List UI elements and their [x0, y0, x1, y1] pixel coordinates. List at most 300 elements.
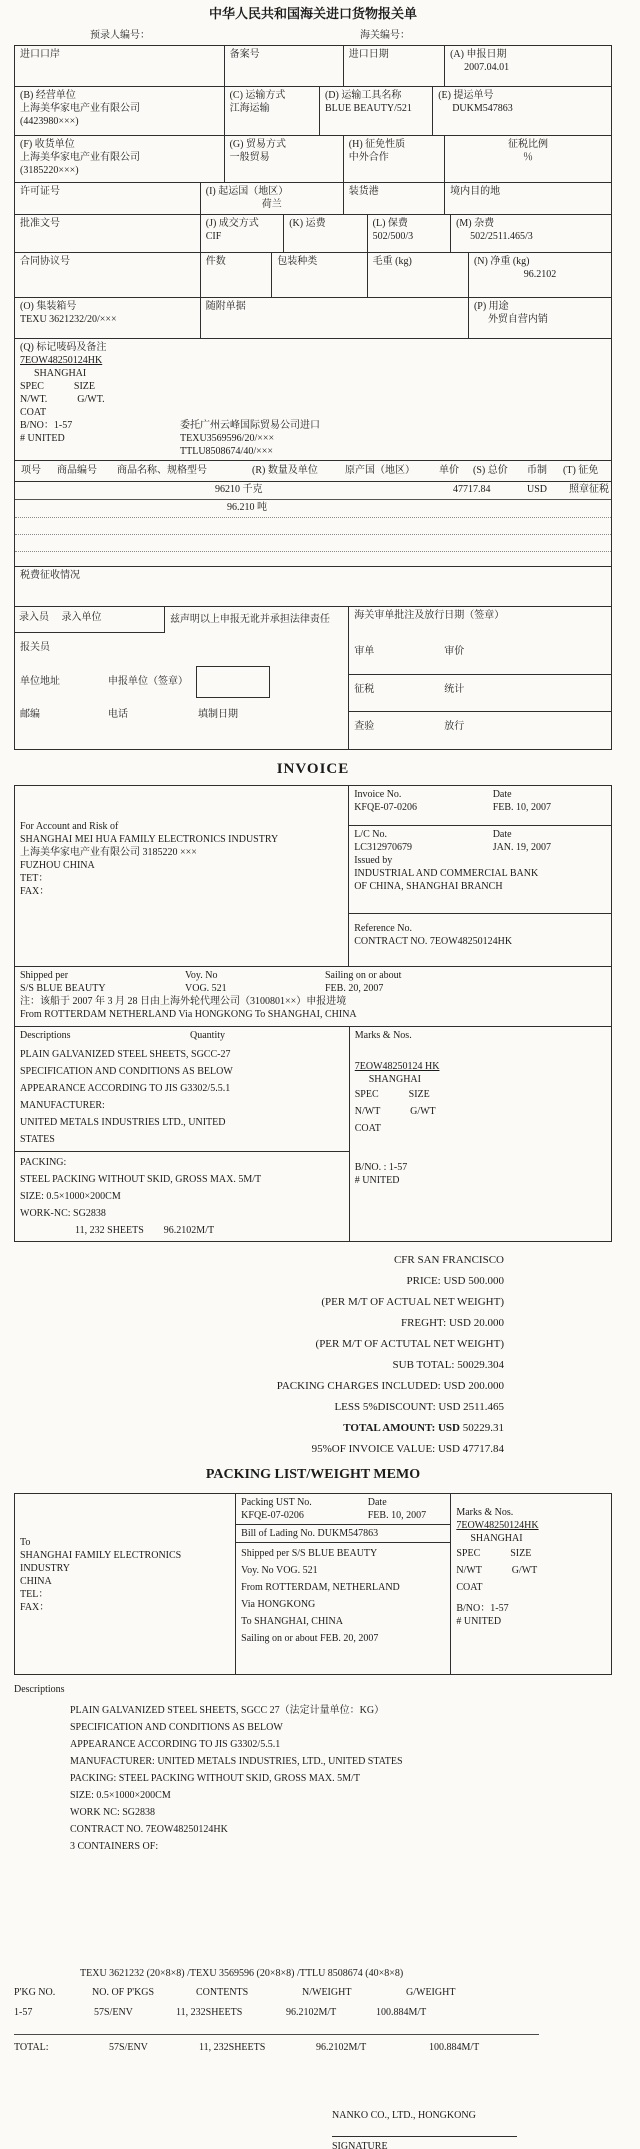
invoice-meta	[348, 786, 611, 966]
marks-bno: B/NO：1-57	[20, 419, 73, 431]
lc-values	[354, 841, 606, 854]
gross-weight-label: 毛重 (kg)	[372, 255, 412, 267]
total-contents: 11, 232SHEETS	[199, 2041, 266, 2053]
inv-desc-3: APPEARANCE ACCORDING TO JIS G3302/5.5.1	[20, 1083, 231, 1095]
col-item-no: 项号	[21, 464, 41, 476]
zip-tel-row	[15, 706, 348, 723]
fill-date-label: 填制日期	[198, 708, 238, 720]
gross-weight-cell	[367, 253, 468, 297]
packing-no-values	[241, 1509, 445, 1522]
pack-marks-coat: COAT	[456, 1581, 483, 1593]
packing-description-block	[70, 1702, 612, 1855]
review-row	[349, 637, 611, 675]
lc-labels	[354, 828, 606, 841]
inv-desc-6: STATES	[20, 1134, 55, 1146]
pack-type-cell	[271, 253, 366, 297]
destination-label: 境内目的地	[450, 185, 501, 197]
total-label: TOTAL:	[14, 2041, 49, 2053]
operator-cell	[15, 87, 224, 135]
license-label: 许可证号	[20, 185, 60, 197]
import-port-cell	[15, 46, 224, 86]
summary-total-value: 50229.31	[460, 1422, 504, 1435]
inspect-row	[349, 712, 611, 749]
issued-by-label: Issued by	[354, 855, 393, 867]
bill-to-line2: SHANGHAI MEI HUA FAMILY ELECTRONICS INDUSTRY	[20, 834, 279, 846]
col-levy-mode: (T) 征免	[563, 464, 599, 476]
pl-desc-9: 3 CONTAINERS OF:	[70, 1840, 159, 1852]
marks-spec-size: SPEC SIZE	[20, 380, 96, 392]
levy-nature-value: 中外合作	[348, 151, 389, 163]
insurance-label: (L) 保费	[372, 217, 408, 229]
goods-row-1	[15, 481, 611, 499]
customs-row-2	[15, 86, 611, 135]
goods-row1-qty: 96210 千克	[215, 483, 263, 495]
signature-label: SIGNATURE	[332, 2140, 388, 2149]
goods-row1-currency: USD	[527, 483, 548, 495]
summary-invoice-value: 95%OF INVOICE VALUE: USD 47717.84	[311, 1443, 504, 1456]
marks-nwt-gwt: N/WT. G/WT.	[20, 393, 105, 405]
packing-list-no-label: Packing UST No.	[241, 1496, 312, 1508]
inv-marks-bno: B/NO. : 1-57	[354, 1162, 408, 1174]
invoice-summary	[14, 1250, 612, 1460]
terms-cell	[200, 215, 283, 252]
origin-country-label: (I) 起运国（地区）	[205, 185, 289, 197]
consignee-name: 上海美华家电产业有限公司	[20, 151, 140, 163]
route-line: From ROTTERDAM NETHERLAND Via HONGKONG To SHANGHAI, CHINA	[20, 1009, 357, 1021]
reference-label: Reference No.	[354, 923, 412, 935]
signature-company: NANKO CO., LTD., HONGKONG	[332, 2109, 476, 2121]
packing-date-label: Date	[367, 1496, 387, 1508]
col-origin: 原产国（地区）	[345, 464, 415, 476]
release-label: 放行	[444, 721, 465, 733]
inv-marks-contract: 7EOW48250124 HK	[354, 1061, 440, 1073]
misc-fees-cell	[450, 215, 611, 252]
pl-desc-6: SIZE: 0.5×1000×200CM	[70, 1789, 171, 1801]
ship-row	[15, 966, 611, 1026]
operator-label: (B) 经营单位	[20, 89, 76, 101]
packing-descriptions-label: Descriptions	[14, 1683, 65, 1695]
pack-marks-spec: SPEC SIZE	[456, 1547, 532, 1559]
bill-to-line5: TET：	[20, 873, 49, 885]
declare-unit-label: 申报单位（签章）	[108, 676, 188, 688]
marks-united: # UNITED	[20, 432, 65, 444]
pl-desc-4: MANUFACTURER: UNITED METALS INDUSTRIES, LTD., UNITED STATES	[70, 1755, 403, 1767]
packing-list-no-value: KFQE-07-0206	[241, 1509, 304, 1521]
total-g-weight: 100.884M/T	[429, 2041, 480, 2053]
declare-date-cell	[444, 46, 611, 86]
tel-label: 电话	[108, 708, 128, 720]
goods-empty-row	[15, 518, 611, 535]
contract-no-cell	[15, 253, 200, 297]
weight-table-divider	[14, 2034, 539, 2035]
inv-pack-3: SIZE: 0.5×1000×200CM	[20, 1191, 121, 1203]
transport-mode-label: (C) 运输方式	[229, 89, 286, 101]
inv-desc-4: MANUFACTURER:	[20, 1100, 105, 1112]
voy-no-label: Voy. No	[185, 970, 218, 982]
col-qty-unit: (R) 数量及单位	[252, 464, 318, 476]
sailing-value: FEB. 20, 2007	[325, 983, 384, 995]
terms-value: CIF	[205, 230, 222, 242]
marks-container3-row	[20, 445, 606, 458]
packing-meta-cell	[235, 1494, 450, 1674]
misc-fees-value: 502/2511.465/3	[470, 230, 533, 242]
row-n-weight: 96.2102M/T	[286, 2006, 337, 2018]
terms-label: (J) 成交方式	[205, 217, 259, 229]
approval-no-label: 批准文号	[20, 217, 60, 229]
customs-endorsement	[348, 607, 611, 749]
broker-label: 报关员	[20, 641, 50, 653]
col-total-price: (S) 总价	[473, 464, 508, 476]
reference-cell	[349, 914, 611, 966]
goods-row1-total: 47717.84	[453, 483, 491, 495]
g-weight-header: G/WEIGHT	[406, 1986, 456, 1998]
appraise-label: 审价	[444, 645, 465, 657]
record-no-label: 备案号	[229, 48, 260, 60]
pack-marks-bno: B/NO：1-57	[456, 1602, 509, 1614]
tax-ratio-label: 征税比例	[508, 138, 549, 150]
attached-docs-cell	[200, 298, 468, 338]
freight-cell	[283, 215, 366, 252]
bill-to-line3: 上海美华家电产业有限公司 3185220 ×××	[20, 847, 197, 859]
net-weight-label: (N) 净重 (kg)	[473, 255, 530, 267]
marks-united-row	[20, 432, 606, 445]
col-currency: 币制	[527, 464, 547, 476]
levy-nature-cell	[343, 136, 444, 182]
packing-ship-cell	[236, 1543, 450, 1674]
invoice-description-block	[15, 1044, 349, 1152]
inv-pack-2: STEEL PACKING WITHOUT SKID, GROSS MAX. 5M/T	[20, 1174, 262, 1186]
customs-notes-label: 海关审单批注及放行日期（签章）	[354, 609, 505, 621]
customs-row-3	[15, 135, 611, 182]
pack-to-2: SHANGHAI FAMILY ELECTRONICS	[20, 1549, 182, 1561]
trade-mode-cell	[224, 136, 343, 182]
entry-clerk-label: 录入员	[19, 611, 49, 623]
invoice-no-value: KFQE-07-0206	[354, 802, 417, 814]
loading-port-label: 装货港	[348, 185, 379, 197]
customs-form-title: 中华人民共和国海关进口货物报关单	[208, 6, 417, 21]
transport-mode-cell	[224, 87, 319, 135]
approval-no-cell	[15, 215, 200, 252]
invoice-heading: INVOICE	[276, 760, 350, 777]
invoice-packing-block	[15, 1152, 349, 1241]
pack-marks-united: # UNITED	[456, 1615, 502, 1627]
summary-freight: FREGHT: USD 20.000	[400, 1317, 504, 1330]
declaration-left	[15, 607, 348, 749]
pack-to-1: To	[20, 1536, 31, 1548]
invoice-no-label: Invoice No.	[354, 789, 402, 801]
reference-value: CONTRACT NO. 7EOW48250124HK	[354, 936, 513, 948]
loading-port-cell	[343, 183, 444, 214]
stats-label: 统计	[444, 683, 465, 695]
tax-collection-cell	[15, 566, 611, 606]
bl-no-cell	[432, 87, 611, 135]
marks-container3: TTLU8508674/40/×××	[180, 445, 274, 457]
signature-line	[332, 2122, 517, 2137]
bl-no-label: (E) 提运单号	[438, 89, 494, 101]
n-weight-header: N/WEIGHT	[302, 1986, 352, 1998]
row-contents: 11, 232SHEETS	[176, 2006, 243, 2018]
customs-row-1	[15, 46, 611, 86]
shipped-per-label: Shipped per	[20, 970, 69, 982]
pl-desc-7: WORK NC: SG2838	[70, 1806, 156, 1818]
lc-date-value: JAN. 19, 2007	[492, 842, 552, 854]
goods-table-header	[15, 460, 611, 481]
pack-to-6: FAX：	[20, 1601, 50, 1613]
goods-row-2	[15, 499, 611, 518]
marks-spacer	[20, 445, 180, 458]
declare-date-label: (A) 申报日期	[450, 48, 507, 60]
pl-desc-1: PLAIN GALVANIZED STEEL SHEETS, SGCC 27（法定计量单位：KG）	[70, 1704, 385, 1716]
review-label: 审单	[354, 645, 375, 657]
pack-voy: Voy. No VOG. 521	[241, 1564, 318, 1576]
col-commodity-code: 商品编号	[57, 464, 97, 476]
container-no-value: TEXU 3621232/20/×××	[20, 313, 117, 325]
import-date-cell	[343, 46, 444, 86]
customs-row-5	[15, 214, 611, 252]
usage-value: 外贸自营内销	[487, 313, 548, 325]
goods-row1-levy: 照章征税	[569, 483, 609, 495]
contents-header: CONTENTS	[196, 1986, 249, 1998]
pack-to-5: TEL：	[20, 1588, 49, 1600]
ship-values	[20, 982, 606, 995]
row-no-of-pkgs: 57S/ENV	[94, 2006, 133, 2018]
pack-marks-nwt: N/WT G/WT	[456, 1564, 538, 1576]
goods-empty-row	[15, 535, 611, 552]
marks-city: SHANGHAI	[34, 367, 87, 379]
marks-agent-note: 委托广州云峰国际贸易公司进口	[180, 419, 320, 431]
pl-desc-5: PACKING: STEEL PACKING WITHOUT SKID, GROSS MAX. 5M/T	[70, 1772, 360, 1784]
lc-no-value: LC312970679	[354, 842, 412, 854]
pack-to-4: CHINA	[20, 1575, 52, 1587]
pack-type-label: 包装种类	[277, 255, 318, 267]
summary-discount: LESS 5%DISCOUNT: USD 2511.465	[334, 1401, 504, 1414]
entry-clerk-box	[15, 607, 165, 633]
no-of-pkgs-header: NO. OF P'KGS	[92, 1986, 155, 1998]
packing-no-labels	[241, 1496, 445, 1509]
trade-mode-label: (G) 贸易方式	[229, 138, 286, 150]
import-port-label: 进口口岸	[20, 48, 60, 60]
levy-label: 征税	[354, 683, 375, 695]
pack-sailing: Sailing on or about FEB. 20, 2007	[241, 1632, 379, 1644]
lc-cell	[349, 826, 611, 914]
customs-declaration-table	[14, 45, 612, 750]
pack-to-3: INDUSTRY	[20, 1562, 71, 1574]
packing-bl-cell: Bill of Lading No. DUKM547863	[236, 1525, 450, 1543]
invoice-marks-header: Marks & Nos.	[354, 1030, 412, 1042]
pack-via: Via HONGKONG	[241, 1598, 316, 1610]
pack-marks-contract: 7EOW48250124HK	[456, 1519, 539, 1531]
packing-marks-cell	[450, 1494, 611, 1674]
invoice-goods-row	[15, 1026, 611, 1241]
inv-desc-2: SPECIFICATION AND CONDITIONS AS BELOW	[20, 1066, 233, 1078]
pl-desc-8: CONTRACT NO. 7EOW48250124HK	[70, 1823, 228, 1835]
packing-date-value: FEB. 10, 2007	[367, 1509, 427, 1521]
bill-to-cell	[15, 786, 348, 966]
declaration-footer	[15, 606, 611, 749]
packing-marks-header: Marks & Nos.	[456, 1506, 514, 1518]
zip-label: 邮编	[20, 708, 40, 720]
pkg-no-header: P'KG NO.	[14, 1986, 56, 1998]
invoice-head-row	[15, 786, 611, 966]
shipped-per-value: S/S BLUE BEAUTY	[20, 983, 106, 995]
goods-empty-row	[15, 552, 611, 566]
freight-label: (K) 运费	[289, 217, 326, 229]
marks-container2: TEXU3569596/20/×××	[180, 432, 275, 444]
issued-by-line1: INDUSTRIAL AND COMMERCIAL BANK	[354, 868, 539, 880]
pl-desc-3: APPEARANCE ACCORDING TO JIS G3302/5.5.1	[70, 1738, 281, 1750]
origin-country-value: 荷兰	[261, 198, 282, 210]
summary-per-mt-2: (PER M/T OF ACTUTAL NET WEIGHT)	[315, 1338, 504, 1351]
marks-remarks-cell	[15, 338, 611, 460]
vessel-cell	[319, 87, 432, 135]
pre-entry-no-label: 预录人编号：	[90, 29, 150, 41]
tax-ratio-cell	[444, 136, 611, 182]
inv-pack-4: WORK-NC: SG2838	[20, 1208, 106, 1220]
net-weight-value: 96.2102	[523, 268, 557, 280]
declare-unit-stamp-box	[196, 666, 270, 698]
summary-per-mt-1: (PER M/T OF ACTUAL NET WEIGHT)	[321, 1296, 504, 1309]
row-g-weight: 100.884M/T	[376, 2006, 427, 2018]
pack-to-dest: To SHANGHAI, CHINA	[241, 1615, 343, 1627]
levy-nature-label: (H) 征免性质	[348, 138, 406, 150]
insurance-cell	[367, 215, 450, 252]
pl-desc-2: SPECIFICATION AND CONDITIONS AS BELOW	[70, 1721, 283, 1733]
insurance-value: 502/500/3	[372, 230, 414, 242]
sailing-label: Sailing on or about	[325, 970, 402, 982]
weight-table-total-row	[14, 2041, 612, 2061]
tax-collection-label: 税费征收情况	[20, 569, 80, 581]
invoice-table	[14, 785, 612, 1242]
customs-no-label: 海关编号：	[360, 29, 410, 41]
customs-row-4	[15, 182, 611, 214]
invoice-no-values	[354, 801, 606, 814]
voy-no-value: VOG. 521	[185, 983, 227, 995]
import-date-label: 进口日期	[348, 48, 389, 60]
operator-code: (4423980×××)	[20, 115, 79, 127]
container-no-label: (O) 集装箱号	[20, 300, 77, 312]
summary-total	[14, 1418, 504, 1439]
customs-top-labels	[14, 27, 612, 45]
inv-marks-city: SHANGHAI	[368, 1074, 421, 1086]
pack-shipped: Shipped per S/S BLUE BEAUTY	[241, 1547, 378, 1559]
total-no-of-pkgs: 57S/ENV	[109, 2041, 148, 2053]
pieces-label: 件数	[205, 255, 226, 267]
address-row	[15, 664, 348, 700]
record-no-cell	[224, 46, 343, 86]
quantity-header: Quantity	[190, 1030, 225, 1042]
net-weight-cell	[468, 253, 611, 297]
packing-no-cell	[236, 1494, 450, 1525]
customs-row-7	[15, 297, 611, 338]
weight-table-row	[14, 2006, 612, 2026]
signature-block	[332, 2109, 612, 2149]
marks-contract-no: 7EOW48250124HK	[20, 354, 103, 366]
levy-row	[349, 675, 611, 713]
usage-label: (P) 用途	[473, 300, 509, 312]
tax-ratio-value: ％	[523, 151, 534, 163]
operator-name: 上海美华家电产业有限公司	[20, 102, 140, 114]
bill-to-line4: FUZHOU CHINA	[20, 860, 95, 872]
vessel-label: (D) 运输工具名称	[324, 89, 402, 101]
trade-mode-value: 一般贸易	[229, 151, 270, 163]
declare-date-value: 2007.04.01	[464, 61, 510, 73]
weight-table-header	[14, 1986, 612, 2006]
invoice-date-label: Date	[492, 789, 512, 801]
bill-to-line6: FAX：	[20, 886, 50, 898]
ship-labels	[20, 969, 606, 982]
issued-by-line2: OF CHINA, SHANGHAI BRANCH	[354, 881, 503, 893]
unit-address-label: 单位地址	[20, 676, 60, 688]
inspect-label: 查验	[354, 721, 375, 733]
entry-unit-label: 录入单位	[61, 611, 102, 623]
summary-total-label: TOTAL AMOUNT: USD	[343, 1422, 460, 1435]
consignee-label: (F) 收货单位	[20, 138, 75, 150]
descriptions-header: Descriptions	[20, 1030, 71, 1042]
declaration-statement: 兹声明以上申报无讹并承担法律责任	[169, 613, 330, 625]
summary-cfr: CFR SAN FRANCISCO	[393, 1254, 504, 1267]
summary-packing-charges: PACKING CHARGES INCLUDED: USD 200.000	[276, 1380, 504, 1393]
origin-country-cell	[200, 183, 343, 214]
pack-marks-city: SHANGHAI	[470, 1532, 523, 1544]
bl-no-value: DUKM547863	[452, 102, 513, 114]
col-commodity-name: 商品名称、规格型号	[117, 464, 207, 476]
marks-coat: COAT	[20, 406, 47, 418]
summary-price: PRICE: USD 500.000	[406, 1275, 504, 1288]
invoice-no-labels	[354, 788, 606, 801]
license-cell	[15, 183, 200, 214]
customs-row-6	[15, 252, 611, 297]
col-unit-price: 单价	[439, 464, 459, 476]
usage-cell	[468, 298, 611, 338]
bill-to-line1: For Account and Risk of	[20, 821, 119, 833]
inv-desc-5: UNITED METALS INDUSTRIES LTD., UNITED	[20, 1117, 226, 1129]
invoice-marks-cell	[349, 1027, 611, 1241]
pieces-cell	[200, 253, 272, 297]
invoice-date-value: FEB. 10, 2007	[492, 802, 552, 814]
packing-list-heading: PACKING LIST/WEIGHT MEMO	[205, 1467, 421, 1483]
transport-mode-value: 江海运输	[229, 102, 270, 114]
entry-clerk-row	[15, 607, 348, 633]
destination-cell	[444, 183, 611, 214]
summary-subtotal: SUB TOTAL: 50029.304	[392, 1359, 504, 1372]
lc-no-label: L/C No.	[354, 829, 387, 841]
total-n-weight: 96.2102M/T	[316, 2041, 367, 2053]
lc-date-label: Date	[492, 829, 512, 841]
invoice-goods-left	[15, 1027, 349, 1241]
inv-marks-united: # UNITED	[354, 1175, 400, 1187]
packing-list-table	[14, 1493, 612, 1675]
consignee-cell	[15, 136, 224, 182]
container-no-cell	[15, 298, 200, 338]
inv-marks-coat: COAT	[354, 1123, 381, 1135]
marks-remarks-label: (Q) 标记唛码及备注	[20, 341, 107, 353]
misc-fees-label: (M) 杂费	[456, 217, 495, 229]
contract-no-label: 合同协议号	[20, 255, 70, 267]
agent-declare-note: 注：该船于 2007 年 3 月 28 日由上海外轮代理公司（3100801××）申报进境	[20, 996, 347, 1008]
goods-row2-qty: 96.210 吨	[227, 501, 267, 513]
goods-headers	[15, 1027, 349, 1044]
vessel-value: BLUE BEAUTY/521	[324, 102, 412, 114]
marks-bno-row	[20, 419, 606, 432]
inv-pack-5: 11, 232 SHEETS 96.2102M/T	[75, 1225, 215, 1237]
inv-marks-spec: SPEC SIZE	[354, 1089, 430, 1101]
pack-from: From ROTTERDAM, NETHERLAND	[241, 1581, 400, 1593]
inv-marks-nwt: N/WT G/WT	[354, 1106, 436, 1118]
packing-to-cell	[15, 1494, 235, 1674]
row-pkg-no: 1-57	[14, 2006, 33, 2018]
inv-desc-1: PLAIN GALVANIZED STEEL SHEETS, SGCC-27	[20, 1049, 231, 1061]
consignee-code: (3185220×××)	[20, 164, 79, 176]
